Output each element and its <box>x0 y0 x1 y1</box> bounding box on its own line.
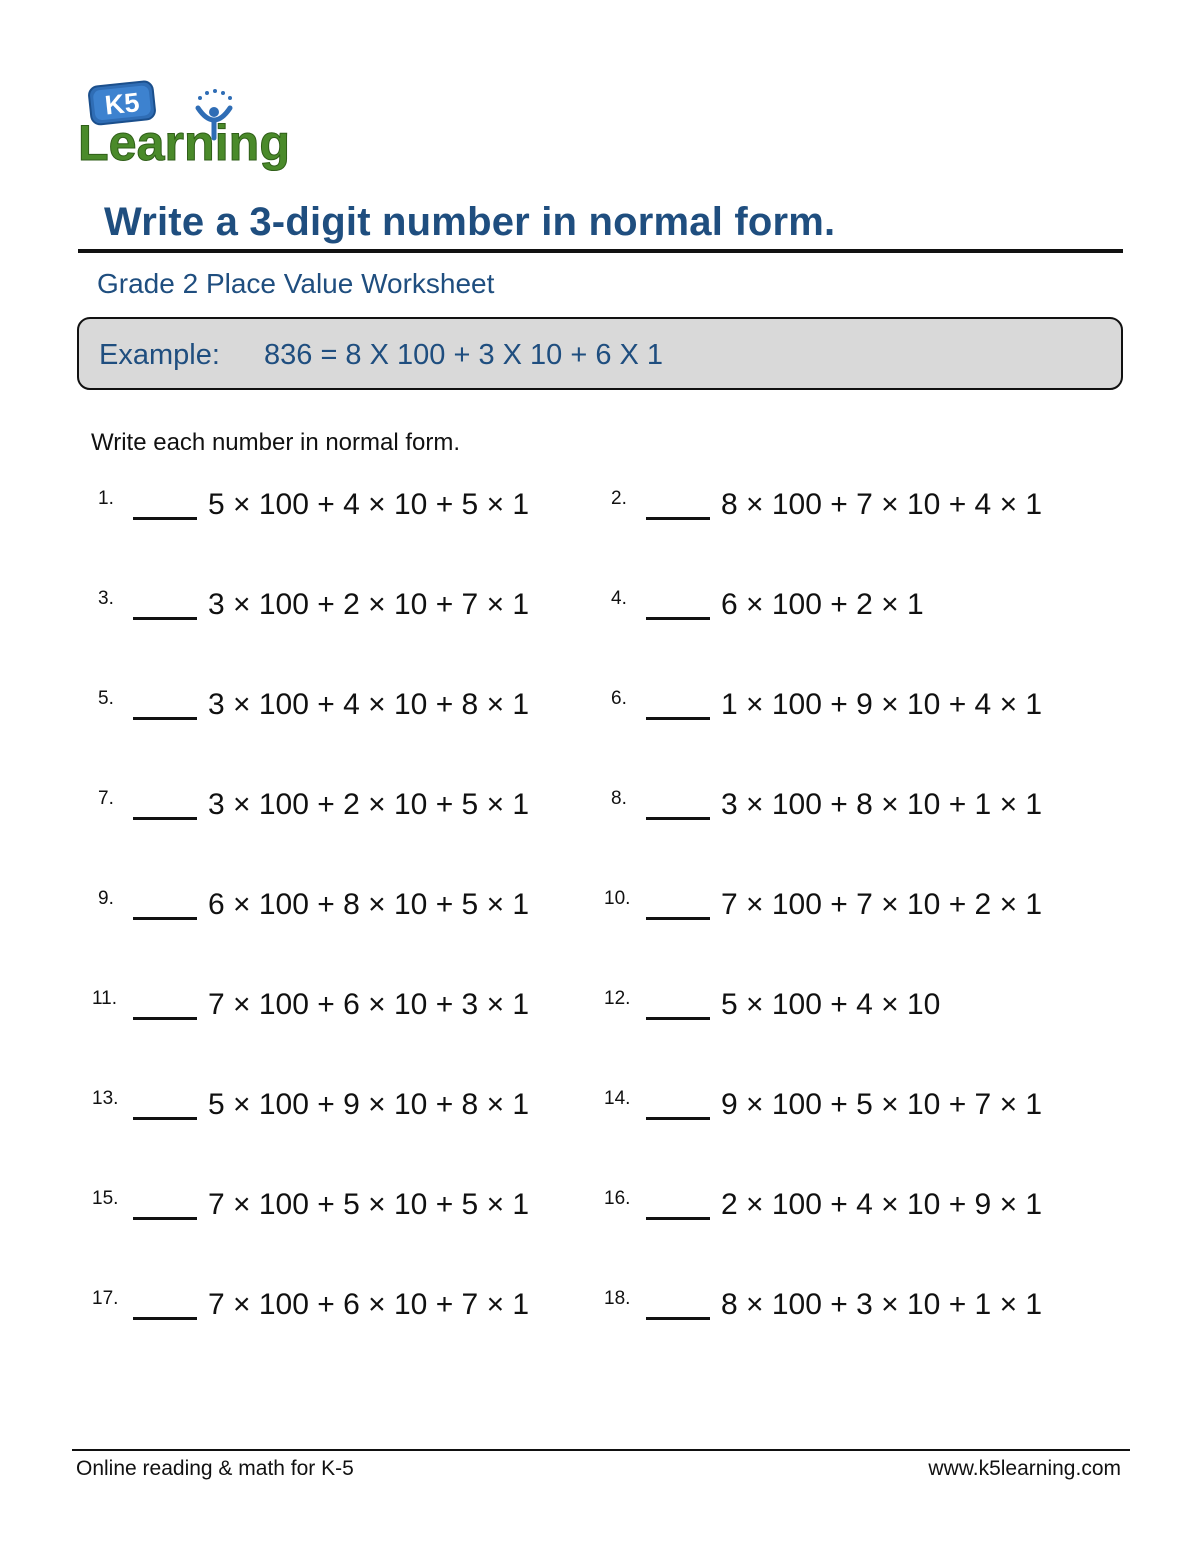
problem-number: 13. <box>92 1088 119 1109</box>
problem-number: 3. <box>98 588 114 609</box>
answer-blank[interactable] <box>646 1317 710 1320</box>
problem-number: 5. <box>98 688 114 709</box>
answer-blank[interactable] <box>646 717 710 720</box>
problem-item <box>611 688 1111 738</box>
problem-item <box>98 888 598 938</box>
answer-blank[interactable] <box>133 617 197 620</box>
problem-item <box>611 788 1111 838</box>
problem-item <box>92 988 592 1038</box>
problem-expression: 5 × 100 + 4 × 10 <box>721 988 941 1021</box>
problem-expression: 5 × 100 + 9 × 10 + 8 × 1 <box>208 1088 530 1121</box>
logo-badge-text: K5 <box>103 87 141 121</box>
problem-expression: 3 × 100 + 4 × 10 + 8 × 1 <box>208 688 530 721</box>
footer-website-link[interactable]: www.k5learning.com <box>928 1457 1121 1480</box>
problem-item <box>604 1288 1104 1338</box>
footer-tagline: Online reading & math for K-5 <box>76 1457 354 1480</box>
problem-item <box>98 488 598 538</box>
k5-learning-logo <box>76 78 296 174</box>
example-equation: 836 = 8 X 100 + 3 X 10 + 6 X 1 <box>264 339 664 371</box>
answer-blank[interactable] <box>646 817 710 820</box>
problem-item <box>98 688 598 738</box>
problem-expression: 3 × 100 + 2 × 10 + 5 × 1 <box>208 788 530 821</box>
problem-number: 11. <box>92 988 118 1009</box>
example-label: Example: <box>99 339 220 371</box>
problem-expression: 6 × 100 + 8 × 10 + 5 × 1 <box>208 888 530 921</box>
instructions: Write each number in normal form. <box>91 429 461 456</box>
problem-expression: 3 × 100 + 2 × 10 + 7 × 1 <box>208 588 530 621</box>
problem-expression: 6 × 100 + 2 × 1 <box>721 588 924 621</box>
problem-expression: 7 × 100 + 7 × 10 + 2 × 1 <box>721 888 1043 921</box>
problem-item <box>611 588 1111 638</box>
title-underline <box>78 249 1123 253</box>
problem-expression: 5 × 100 + 4 × 10 + 5 × 1 <box>208 488 530 521</box>
problem-number: 14. <box>604 1088 631 1109</box>
problem-number: 4. <box>611 588 627 609</box>
problem-number: 18. <box>604 1288 631 1309</box>
answer-blank[interactable] <box>646 517 710 520</box>
problem-number: 1. <box>98 488 114 509</box>
problem-item <box>98 788 598 838</box>
answer-blank[interactable] <box>133 917 197 920</box>
example-box <box>77 317 1123 390</box>
problem-expression: 7 × 100 + 6 × 10 + 3 × 1 <box>208 988 530 1021</box>
answer-blank[interactable] <box>646 917 710 920</box>
footer-divider <box>72 1449 1130 1451</box>
answer-blank[interactable] <box>133 1017 197 1020</box>
problem-number: 9. <box>98 888 114 909</box>
logo-word-text: Learning <box>78 115 290 171</box>
k5-learning-logo-graphic <box>76 78 296 174</box>
problem-expression: 7 × 100 + 6 × 10 + 7 × 1 <box>208 1288 530 1321</box>
problem-number: 10. <box>604 888 631 909</box>
answer-blank[interactable] <box>133 517 197 520</box>
problem-expression: 8 × 100 + 3 × 10 + 1 × 1 <box>721 1288 1043 1321</box>
problem-item <box>98 588 598 638</box>
problem-expression: 2 × 100 + 4 × 10 + 9 × 1 <box>721 1188 1043 1221</box>
answer-blank[interactable] <box>646 617 710 620</box>
problem-item <box>604 888 1104 938</box>
answer-blank[interactable] <box>646 1017 710 1020</box>
problem-item <box>92 1088 592 1138</box>
problem-number: 17. <box>92 1288 119 1309</box>
problem-number: 8. <box>611 788 627 809</box>
problem-item <box>611 488 1111 538</box>
problem-expression: 9 × 100 + 5 × 10 + 7 × 1 <box>721 1088 1043 1121</box>
problem-item <box>92 1188 592 1238</box>
answer-blank[interactable] <box>133 817 197 820</box>
problem-expression: 3 × 100 + 8 × 10 + 1 × 1 <box>721 788 1043 821</box>
problem-expression: 7 × 100 + 5 × 10 + 5 × 1 <box>208 1188 530 1221</box>
answer-blank[interactable] <box>646 1117 710 1120</box>
problem-number: 15. <box>92 1188 119 1209</box>
problem-number: 16. <box>604 1188 631 1209</box>
problem-number: 12. <box>604 988 631 1009</box>
answer-blank[interactable] <box>646 1217 710 1220</box>
answer-blank[interactable] <box>133 717 197 720</box>
answer-blank[interactable] <box>133 1217 197 1220</box>
problem-item <box>92 1288 592 1338</box>
problem-item <box>604 1088 1104 1138</box>
problem-expression: 1 × 100 + 9 × 10 + 4 × 1 <box>721 688 1043 721</box>
worksheet-subtitle: Grade 2 Place Value Worksheet <box>97 268 495 299</box>
problem-expression: 8 × 100 + 7 × 10 + 4 × 1 <box>721 488 1043 521</box>
answer-blank[interactable] <box>133 1117 197 1120</box>
problem-number: 7. <box>98 788 114 809</box>
problem-item <box>604 1188 1104 1238</box>
answer-blank[interactable] <box>133 1317 197 1320</box>
problem-item <box>604 988 1104 1038</box>
problem-number: 2. <box>611 488 627 509</box>
worksheet-title: Write a 3-digit number in normal form. <box>104 200 836 244</box>
problem-number: 6. <box>611 688 627 709</box>
